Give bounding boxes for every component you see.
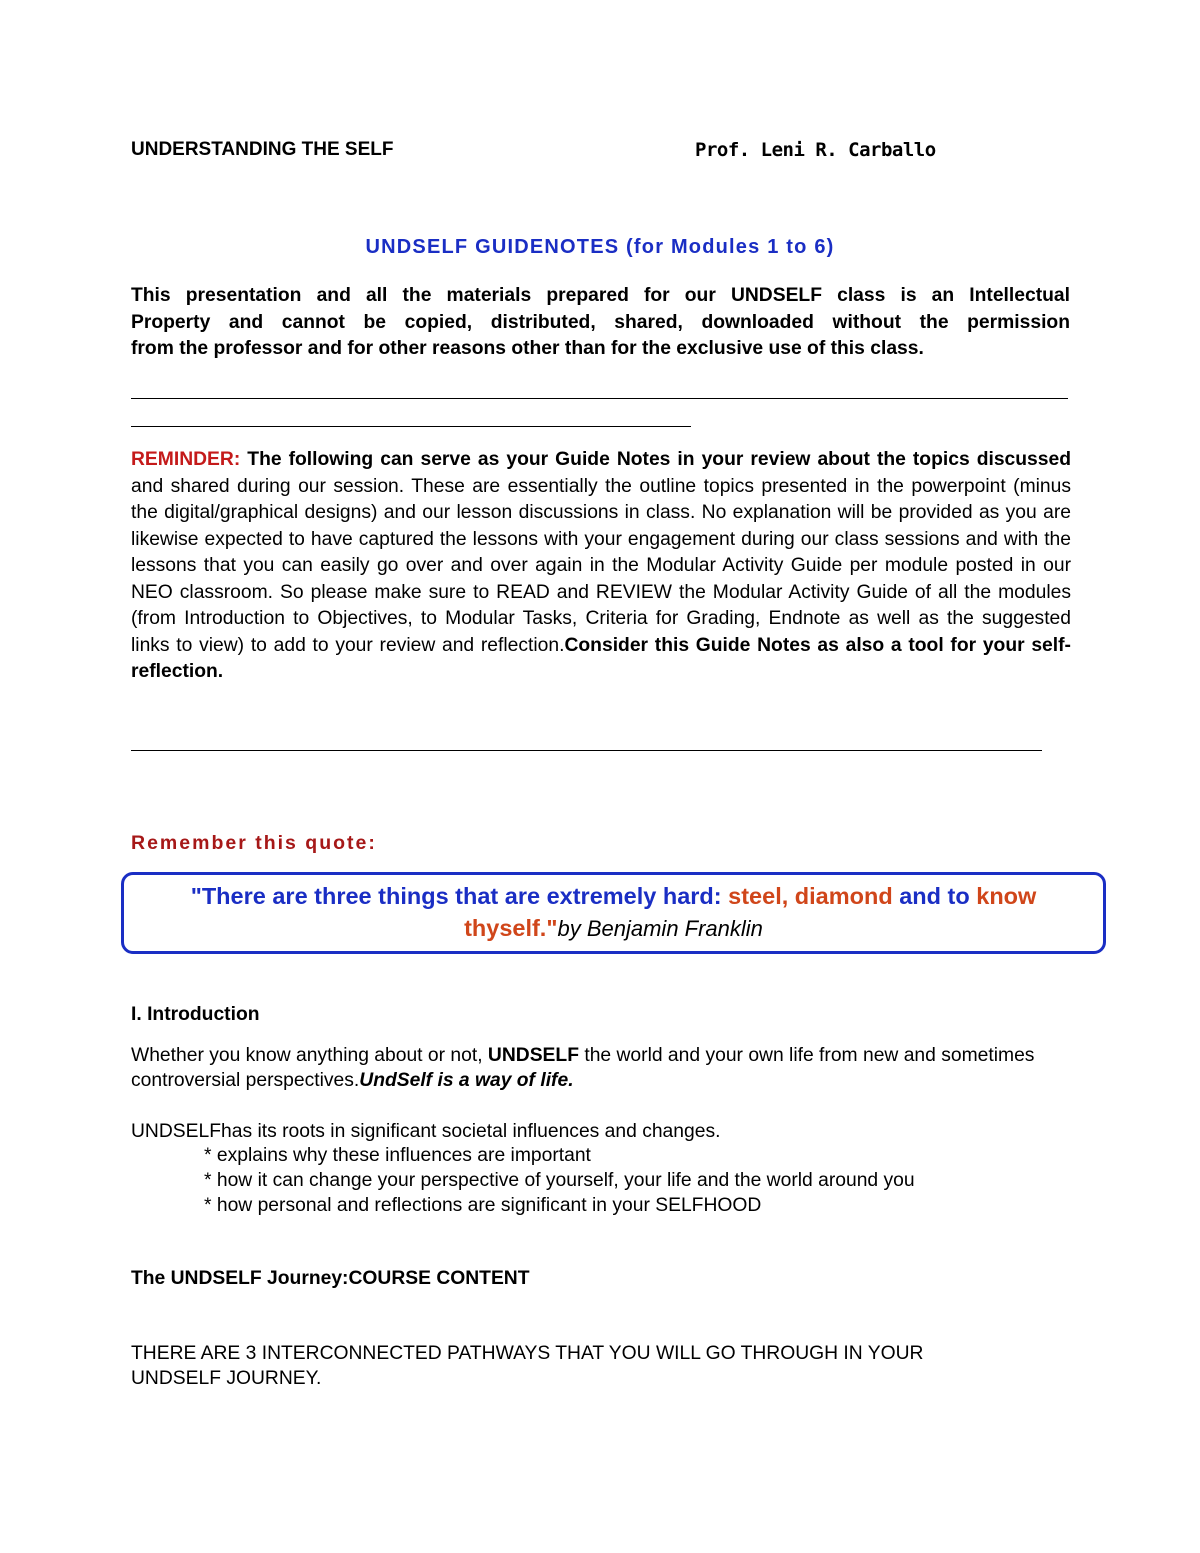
document-title: UNDSELF GUIDENOTES (for Modules 1 to 6): [365, 236, 835, 258]
pathways-line-1: THERE ARE 3 INTERCONNECTED PATHWAYS THAT YOU WILL GO THROUGH IN YOUR: [131, 1343, 924, 1364]
bullet-item: * how it can change your perspective of yourself, your life and the world around you: [204, 1170, 915, 1191]
quote-steel-diamond: steel, diamond: [728, 883, 893, 909]
intro-emphasis: UndSelf is a way of life.: [359, 1070, 574, 1091]
quote-part-1: "There are three things that are extremely hard:: [190, 883, 729, 909]
quote-byline: by Benjamin Franklin: [557, 916, 763, 941]
quote-text: [121, 880, 1106, 945]
divider-line-reminder: [131, 750, 1042, 751]
intro-rest: the world and your own life from new and sometimes controversial perspectives.: [131, 1045, 1035, 1091]
pathways-text: [131, 1341, 1071, 1391]
introduction-heading: I. Introduction: [131, 1004, 260, 1025]
intro-bold: UNDSELF: [487, 1045, 579, 1066]
quote-thyself: thyself.": [464, 915, 558, 941]
roots-line: UNDSELFhas its roots in significant societal influences and changes.: [131, 1121, 721, 1142]
notice-line-1: This presentation and all the materials prepared for our UNDSELF class is an Intellectual: [131, 285, 1070, 306]
divider-line: [131, 398, 1068, 399]
reminder-closing: Consider this Guide Notes as also a tool for your self-reflection.: [131, 634, 1071, 682]
introduction-paragraph: [131, 1043, 1071, 1093]
journey-heading: The UNDSELF Journey:COURSE CONTENT: [131, 1268, 530, 1289]
intro-start: Whether you know anything about or not,: [131, 1045, 488, 1066]
notice-line-2: Property and cannot be copied, distributed, shared, downloaded without the permission: [131, 311, 1070, 333]
reminder-paragraph: [131, 447, 1071, 686]
quote-heading: Remember this quote:: [131, 832, 377, 854]
reminder-label: REMINDER:: [131, 449, 241, 470]
copyright-notice: [131, 283, 1070, 363]
divider-line-short: [131, 426, 691, 427]
professor-name: Prof. Leni R. Carballo: [695, 139, 936, 161]
bullet-item: * explains why these influences are important: [204, 1145, 591, 1166]
reminder-body: and shared during our session. These are essentially the outline topics presented in the powerpoint (minus the digital/graphical designs) and our lesson discussions in class. No explanation will be provided as you are likewise expected to have captured the lessons with your engagement during our class sessions and with the lessons that you can easily go over and over again in the Modular Activity Guide per module posted in our NEO classroom. So please make sure to READ and REVIEW the Modular Activity Guide of all the modules (from Introduction to Objectives, to Modular Tasks, Criteria for Grading, Endnote as well as the suggested links to view) to add to your review and reflection.: [131, 475, 1071, 656]
quote-and-to: and to: [892, 883, 977, 909]
notice-line-3: from the professor and for other reasons other than for the exclusive use of this class.: [131, 338, 924, 359]
bullet-item: * how personal and reflections are significant in your SELFHOOD: [204, 1195, 762, 1216]
reminder-intro: The following can serve as your Guide Notes in your review about the topics discussed: [240, 449, 1071, 470]
course-title: UNDERSTANDING THE SELF: [131, 139, 394, 160]
quote-know: know: [976, 883, 1037, 909]
pathways-line-2: UNDSELF JOURNEY.: [131, 1368, 322, 1389]
